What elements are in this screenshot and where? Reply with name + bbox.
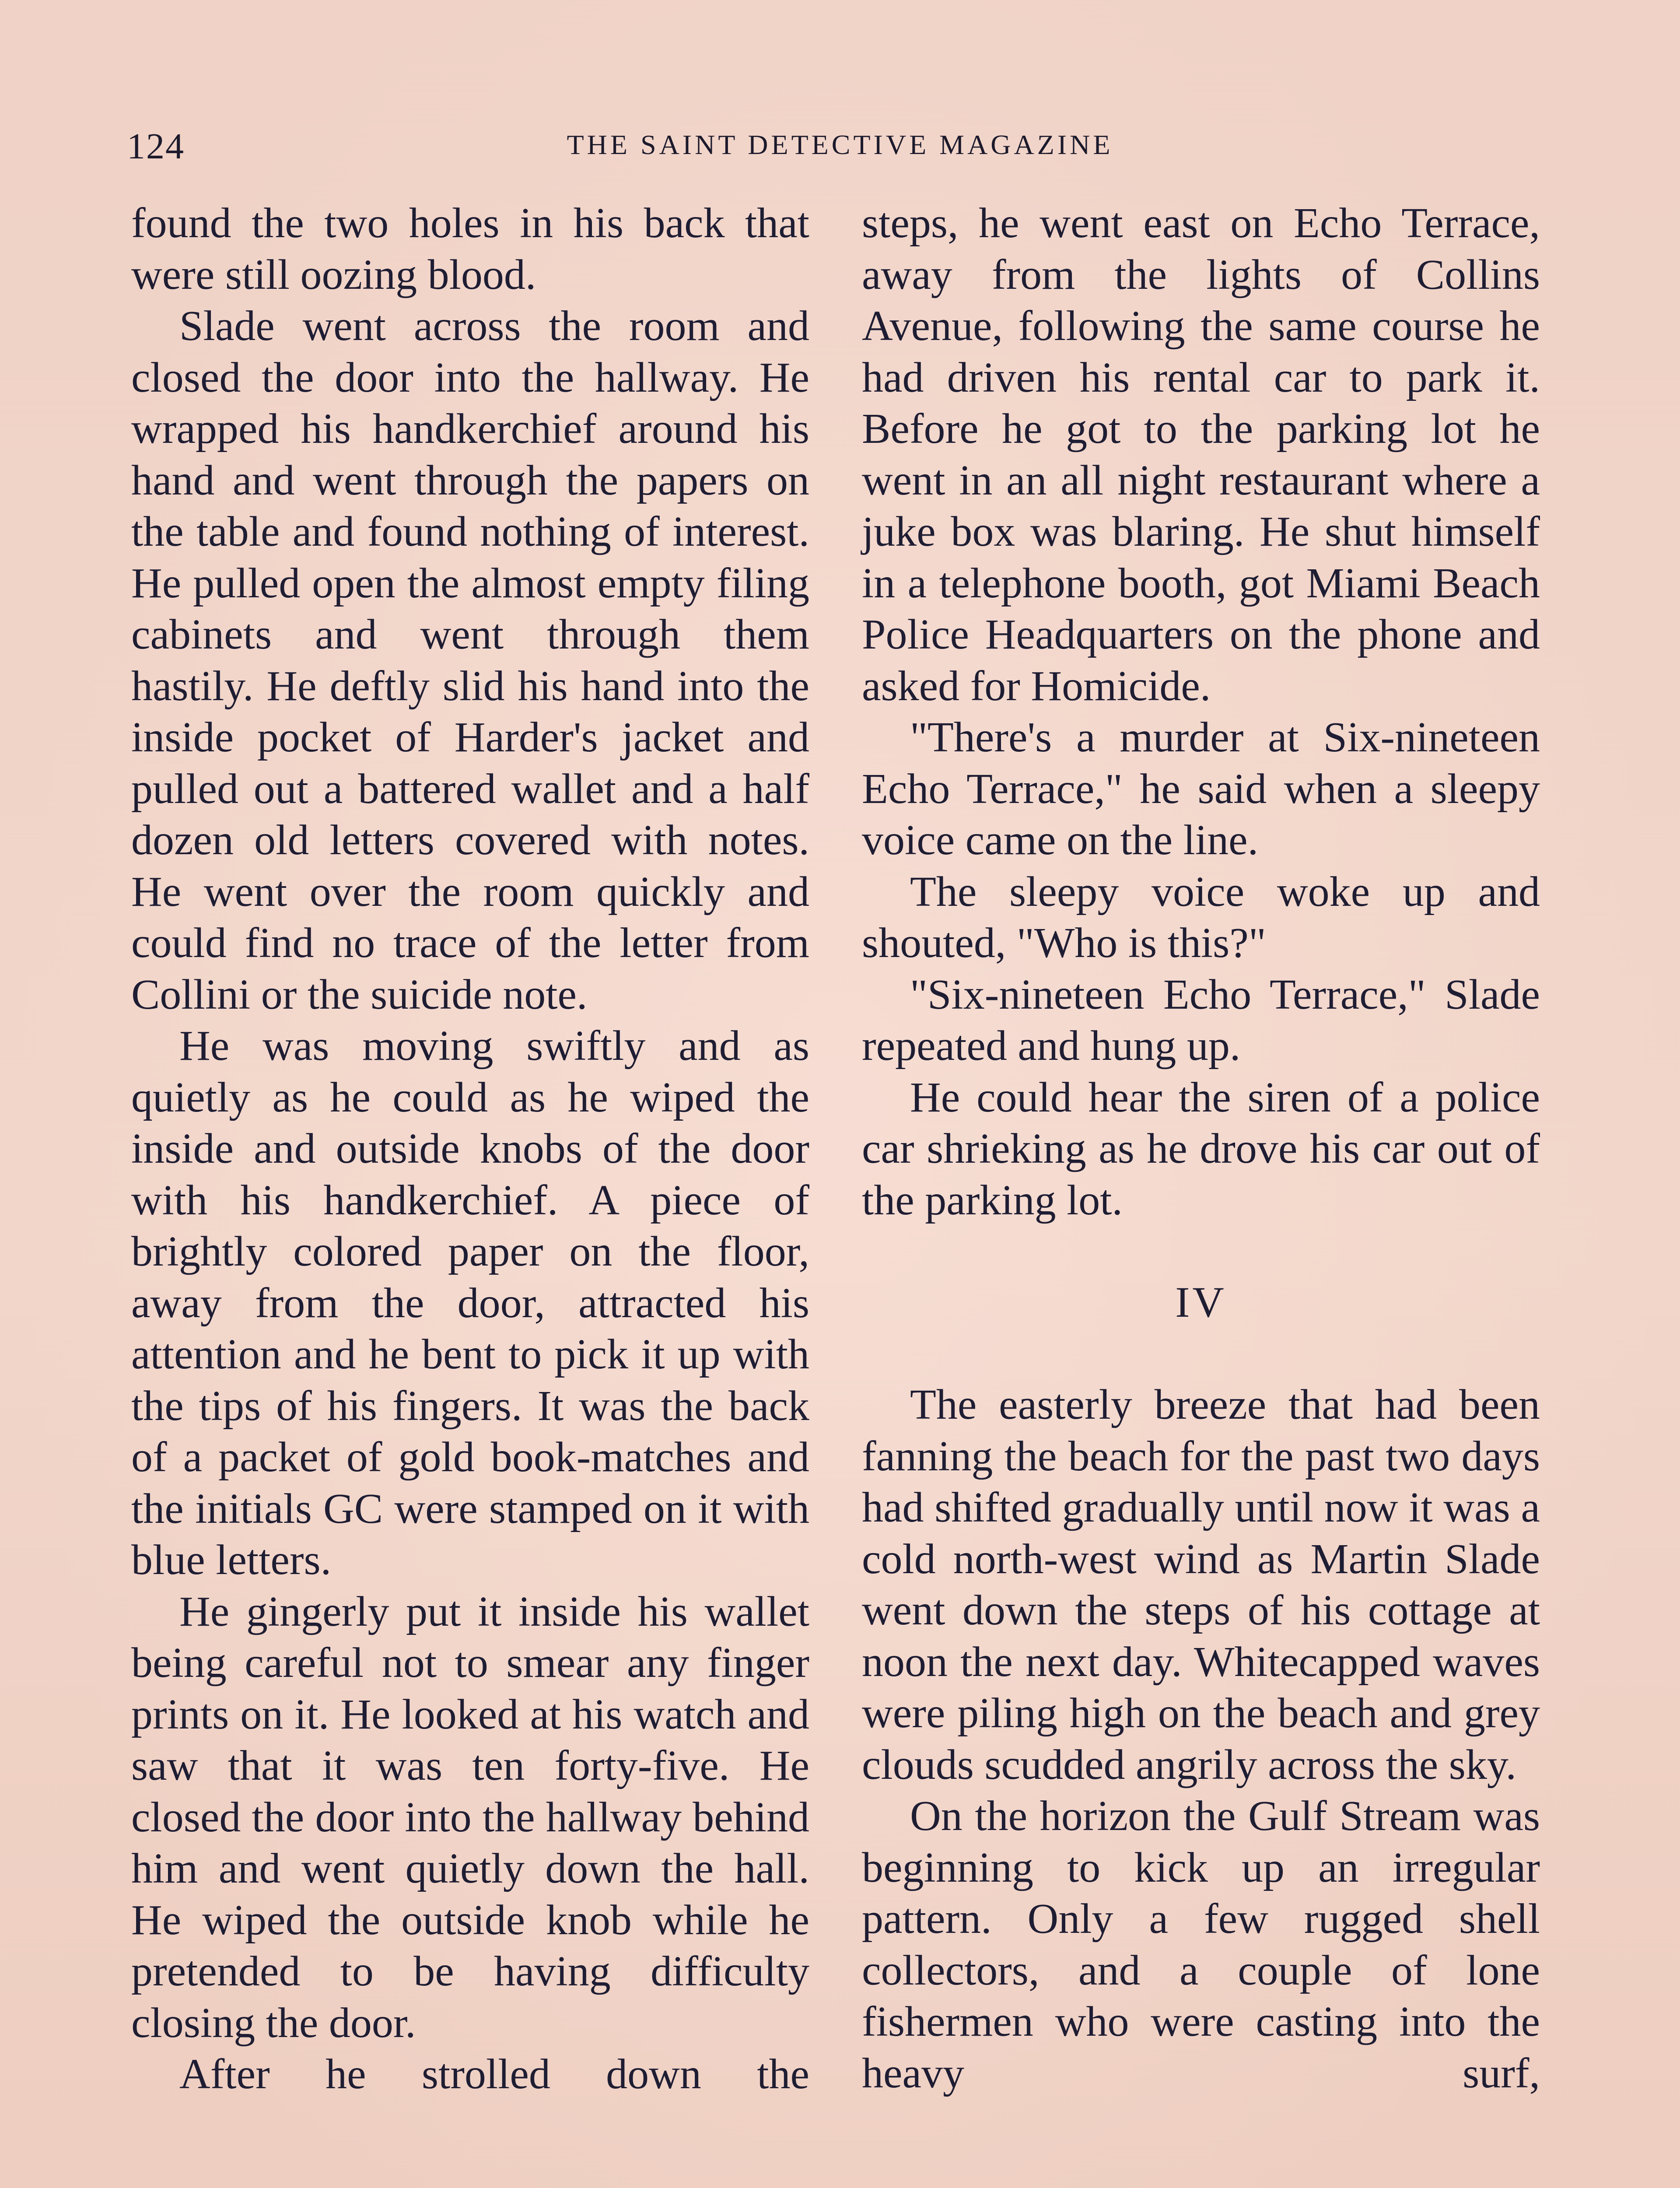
paragraph: "There's a murder at Six-nineteen Echo Terrace," he said when a sleepy voice came on the line. bbox=[862, 714, 1540, 864]
paragraph: He gingerly put it inside his wallet being careful not to smear any finger prints on it. He looked at his watch and saw that it was ten forty-five. He closed the door into the hallway behind him and went quietly down the hall. He wiped the outside knob while he pretended to be having difficulty closing the door. bbox=[131, 1588, 809, 2047]
right-column bbox=[862, 198, 1540, 2099]
paragraph: Slade went across the room and closed the door into the hallway. He wrapped his handkerchief around his hand and went through the papers on the table and found nothing of interest. He pulled open the almost empty filing cabinets and went through them hastily. He deftly slid his hand into the inside pocket of Harder's jacket and pulled out a battered wallet and a half dozen old letters covered with notes. He went over the room quickly and could find no trace of the letter from Collini or the suicide note. bbox=[131, 302, 809, 1018]
page-header bbox=[127, 125, 1553, 178]
paragraph: On the horizon the Gulf Stream was beginning to kick up an irregular pattern. Only a few rugged shell collectors, and a couple of lone fishermen who were casting into the heavy surf, bbox=[862, 1792, 1540, 2097]
paragraph: found the two holes in his back that were still oozing blood. bbox=[131, 200, 809, 298]
paragraph: steps, he went east on Echo Terrace, away from the lights of Collins Avenue, following the same course he had driven his rental car to park it. Before he got to the parking lot he went in an all night restaurant where a juke box was blaring. He shut himself in a telephone booth, got Miami Beach Police Headquarters on the phone and asked for Homicide. bbox=[862, 200, 1540, 710]
paragraph: He could hear the siren of a police car shrieking as he drove his car out of the parking lot. bbox=[862, 1073, 1540, 1224]
paragraph: After he strolled down the bbox=[179, 2051, 809, 2098]
paragraph: "Six-nineteen Echo Terrace," Slade repeated and hung up. bbox=[862, 971, 1540, 1069]
paragraph: He was moving swiftly and as quietly as he could as he wiped the inside and outside knobs of the door with his handkerchief. A piece of brightly colored paper on the floor, away from the door, attracted his attention and he bent to pick it up with the tips of his fingers. It was the back of a packet of gold book-matches and the initials GC were stamped on it with blue letters. bbox=[131, 1022, 809, 1584]
paragraph: The sleepy voice woke up and shouted, "Who is this?" bbox=[862, 868, 1540, 967]
section-heading: IV bbox=[1175, 1278, 1227, 1326]
page-number: 124 bbox=[127, 126, 185, 167]
running-title: THE SAINT DETECTIVE MAGAZINE bbox=[567, 129, 1113, 160]
left-column bbox=[131, 198, 809, 2100]
paragraph: The easterly breeze that had been fanning the beach for the past two days had shifted gradually until now it was a cold north-west wind as Martin Slade went down the steps of his cottage at noon the next day. Whitecapped waves were piling high on the beach and grey clouds scudded angrily across the sky. bbox=[862, 1381, 1540, 1788]
